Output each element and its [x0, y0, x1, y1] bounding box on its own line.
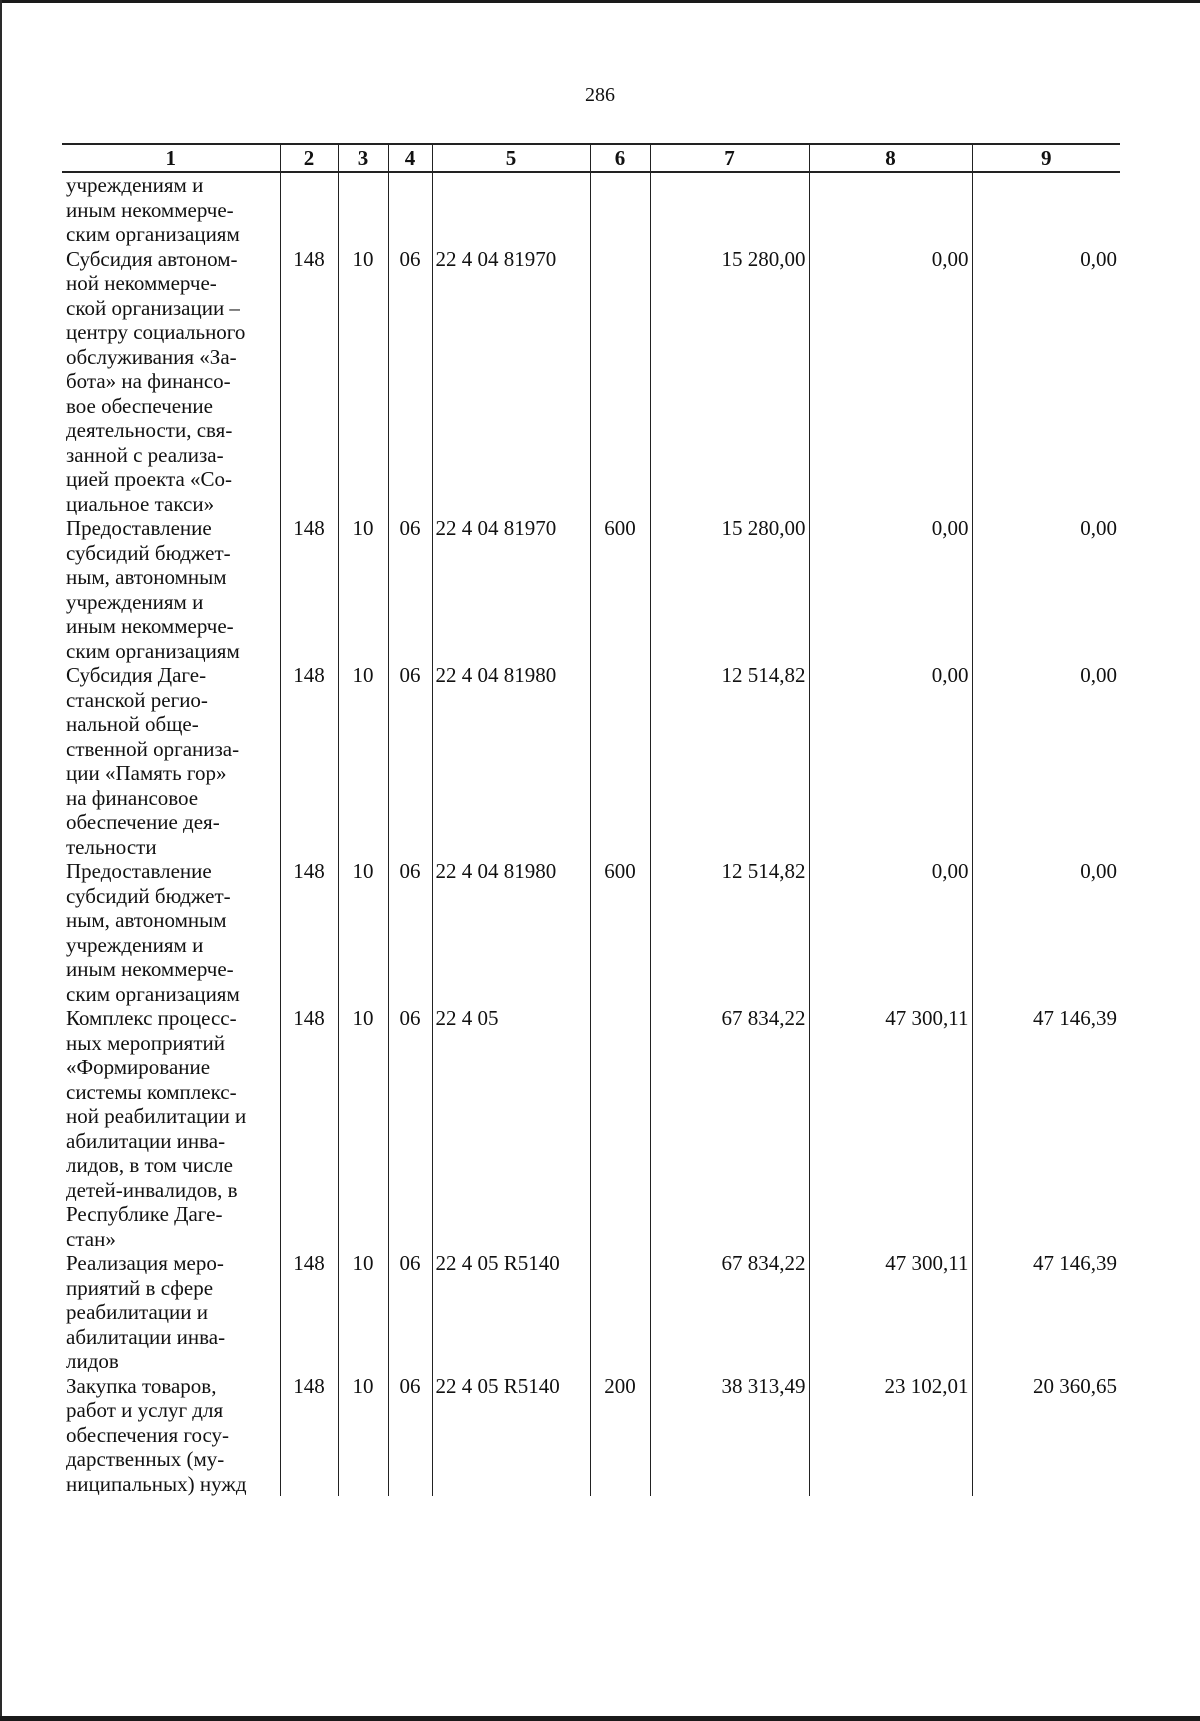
- table-row: [62, 247, 1120, 517]
- table-row: [62, 516, 1120, 663]
- ministry-code: 148: [280, 516, 338, 663]
- subsection-code: 06: [388, 1006, 432, 1251]
- ministry-code: [280, 172, 338, 247]
- ministry-code: 148: [280, 859, 338, 1006]
- subsection-code: [388, 172, 432, 247]
- expense-type-code: 600: [590, 859, 650, 1006]
- col-header-1: 1: [62, 144, 280, 172]
- amount-col-8: [809, 172, 972, 247]
- amount-col-7: 15 280,00: [650, 247, 809, 517]
- expense-type-code: [590, 247, 650, 517]
- subsection-code: 06: [388, 1374, 432, 1497]
- amount-col-7: 67 834,22: [650, 1006, 809, 1251]
- amount-col-7: 38 313,49: [650, 1374, 809, 1497]
- amount-col-9: 0,00: [972, 516, 1120, 663]
- target-article-code: 22 4 05 R5140: [432, 1251, 590, 1374]
- amount-col-7: 67 834,22: [650, 1251, 809, 1374]
- amount-col-7: 12 514,82: [650, 859, 809, 1006]
- col-header-7: 7: [650, 144, 809, 172]
- row-description: Комплекс процесс- ных мероприятий «Формирование системы комплекс- ной реабилитации и абилитации инва- лидов, в том числе детей-инвалидов, в Республике Даге- стан»: [66, 1006, 247, 1251]
- expense-type-code: [590, 172, 650, 247]
- amount-col-8: 47 300,11: [809, 1251, 972, 1374]
- expense-type-code: [590, 1251, 650, 1374]
- section-code: [338, 172, 388, 247]
- section-code: 10: [338, 859, 388, 1006]
- section-code: 10: [338, 516, 388, 663]
- budget-table: [62, 143, 1120, 1496]
- amount-col-7: [650, 172, 809, 247]
- scan-edge-left: [0, 0, 2, 1721]
- amount-col-9: 20 360,65: [972, 1374, 1120, 1497]
- col-header-5: 5: [432, 144, 590, 172]
- ministry-code: 148: [280, 1006, 338, 1251]
- expense-type-code: 200: [590, 1374, 650, 1497]
- col-header-6: 6: [590, 144, 650, 172]
- target-article-code: 22 4 04 81970: [432, 516, 590, 663]
- target-article-code: 22 4 04 81970: [432, 247, 590, 517]
- amount-col-7: 15 280,00: [650, 516, 809, 663]
- table-row: [62, 1374, 1120, 1497]
- amount-col-9: 47 146,39: [972, 1006, 1120, 1251]
- ministry-code: 148: [280, 247, 338, 517]
- amount-col-7: 12 514,82: [650, 663, 809, 859]
- ministry-code: 148: [280, 663, 338, 859]
- section-code: 10: [338, 1251, 388, 1374]
- section-code: 10: [338, 1374, 388, 1497]
- subsection-code: 06: [388, 663, 432, 859]
- row-description: Реализация меро- приятий в сфере реабилитации и абилитации инва- лидов: [66, 1251, 226, 1373]
- subsection-code: 06: [388, 1251, 432, 1374]
- amount-col-9: [972, 172, 1120, 247]
- table-row: [62, 663, 1120, 859]
- row-description: Закупка товаров, работ и услуг для обеспечения госу- дарственных (му- ниципальных) нужд: [66, 1373, 247, 1496]
- col-header-3: 3: [338, 144, 388, 172]
- target-article-code: 22 4 04 81980: [432, 663, 590, 859]
- col-header-4: 4: [388, 144, 432, 172]
- amount-col-8: 47 300,11: [809, 1006, 972, 1251]
- amount-col-8: 0,00: [809, 663, 972, 859]
- page-number: 286: [585, 84, 615, 106]
- target-article-code: 22 4 05 R5140: [432, 1374, 590, 1497]
- col-header-9: 9: [972, 144, 1120, 172]
- expense-type-code: [590, 663, 650, 859]
- amount-col-9: 0,00: [972, 859, 1120, 1006]
- table-row: [62, 1251, 1120, 1374]
- table-row: [62, 859, 1120, 1006]
- amount-col-9: 47 146,39: [972, 1251, 1120, 1374]
- col-header-2: 2: [280, 144, 338, 172]
- subsection-code: 06: [388, 859, 432, 1006]
- section-code: 10: [338, 663, 388, 859]
- amount-col-8: 0,00: [809, 859, 972, 1006]
- amount-col-9: 0,00: [972, 247, 1120, 517]
- target-article-code: 22 4 04 81980: [432, 859, 590, 1006]
- header-row: [62, 144, 1120, 172]
- col-header-8: 8: [809, 144, 972, 172]
- amount-col-8: 0,00: [809, 247, 972, 517]
- ministry-code: 148: [280, 1374, 338, 1497]
- ministry-code: 148: [280, 1251, 338, 1374]
- section-code: 10: [338, 1006, 388, 1251]
- row-description: Субсидия автоном- ной некоммерче- ской организации – центру социального обслуживания «За- бота» на финансо- вое обеспечение деятельности, свя- занной с реализа- цией проекта «Со- циальное такси»: [66, 246, 246, 516]
- row-description: Субсидия Даге- станской регио- нальной обще- ственной организа- ции «Память гор» на финансовое обеспечение дея- тельности: [66, 663, 240, 859]
- table-row: [62, 172, 1120, 247]
- scan-edge-top: [0, 0, 1200, 3]
- subsection-code: 06: [388, 247, 432, 517]
- expense-type-code: [590, 1006, 650, 1251]
- amount-col-8: 23 102,01: [809, 1374, 972, 1497]
- table-row: [62, 1006, 1120, 1251]
- section-code: 10: [338, 247, 388, 517]
- amount-col-9: 0,00: [972, 663, 1120, 859]
- scan-edge-bottom: [0, 1716, 1200, 1721]
- row-description: Предоставление субсидий бюджет- ным, автономным учреждениям и иным некоммерче- ским организациям: [66, 516, 240, 663]
- target-article-code: 22 4 05: [432, 1006, 590, 1251]
- row-description: учреждениям и иным некоммерче- ским организациям: [66, 173, 240, 246]
- expense-type-code: 600: [590, 516, 650, 663]
- row-description: Предоставление субсидий бюджет- ным, автономным учреждениям и иным некоммерче- ским организациям: [66, 859, 240, 1006]
- target-article-code: [432, 172, 590, 247]
- amount-col-8: 0,00: [809, 516, 972, 663]
- subsection-code: 06: [388, 516, 432, 663]
